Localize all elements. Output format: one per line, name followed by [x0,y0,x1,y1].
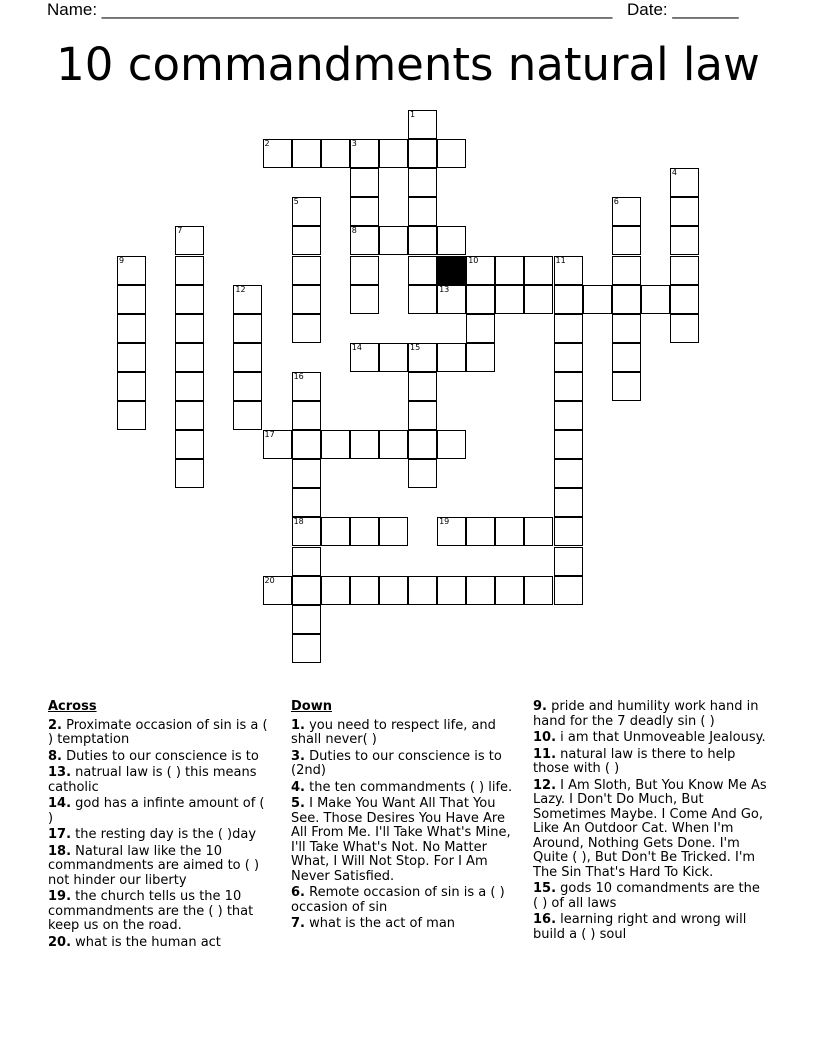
cell-number: 16 [293,371,304,381]
clue [533,700,768,729]
clue [533,731,768,746]
clue-number: 20. [48,934,72,950]
clue-text: Proximate occasion of sin is a ( ) temptation [48,717,268,747]
clue [48,845,273,889]
grid-cell[interactable] [437,343,466,372]
grid-cell[interactable] [350,168,379,197]
clue-text: Duties to our conscience is to (2nd) [291,748,502,778]
grid-cell[interactable] [408,285,437,314]
grid-cell[interactable] [263,430,292,459]
grid-cell[interactable] [292,314,321,343]
grid-cell[interactable] [350,226,379,255]
clue [48,828,273,843]
grid-cell[interactable] [175,285,204,314]
clue-number: 17. [48,827,72,842]
grid-cell[interactable] [321,576,350,605]
grid-cell[interactable] [292,197,321,226]
clue-number: 10. [533,730,557,745]
cell-number: 4 [671,168,677,178]
grid-cell[interactable] [292,139,321,168]
grid-cell[interactable] [437,226,466,255]
grid-cell[interactable] [554,372,583,401]
grid-cell[interactable] [233,372,262,401]
grid-cell[interactable] [379,343,408,372]
grid-cell[interactable] [466,576,495,605]
cell-number: 8 [351,226,357,236]
cell-number: 5 [293,197,299,207]
down-clues [291,700,521,934]
grid-cell[interactable] [117,285,146,314]
clue [291,886,521,915]
grid-cell[interactable] [437,576,466,605]
grid-cell[interactable] [408,110,437,139]
clue-number: 6. [291,885,305,900]
grid-cell[interactable] [321,139,350,168]
grid-cell[interactable] [670,226,699,255]
clue-text: pride and humility work hand in hand for the 7 deadly sin ( ) [533,699,759,729]
clue [291,917,521,932]
grid-cell[interactable] [437,285,466,314]
clue [533,882,768,911]
grid-cell[interactable] [292,576,321,605]
clue [48,797,273,826]
grid-cell[interactable] [612,285,641,314]
across-heading: Across [48,699,97,714]
cell-number: 17 [264,430,275,440]
clue-number: 11. [533,746,557,762]
grid-cell[interactable] [379,139,408,168]
cell-number: 15 [410,342,421,352]
grid-cell[interactable] [233,285,262,314]
grid-cell[interactable] [292,226,321,255]
grid-cell[interactable] [233,314,262,343]
cell-number: 20 [264,575,275,585]
clue-text: Natural law like the 10 commandments are aimed to ( ) not hinder our liberty [48,843,260,888]
grid-cell[interactable] [612,197,641,226]
clue [291,781,521,796]
clue-text: what is the act of man [304,916,456,931]
grid-cell[interactable] [554,256,583,285]
grid-cell[interactable] [292,256,321,285]
grid-cell[interactable] [583,285,612,314]
grid-cell[interactable] [641,285,670,314]
clue-number: 12. [533,777,557,793]
grid-cell[interactable] [292,459,321,488]
clue [48,766,273,795]
grid-cell[interactable] [554,576,583,605]
cell-number: 6 [613,197,619,207]
clue-number: 19. [48,889,72,904]
grid-cell[interactable] [379,430,408,459]
grid-cell[interactable] [175,314,204,343]
clue [533,779,768,881]
down-heading: Down [291,699,332,714]
clue-number: 9. [533,699,547,714]
clue [533,748,768,777]
grid-cell[interactable] [233,343,262,372]
grid-cell[interactable] [524,576,553,605]
grid-cell[interactable] [554,401,583,430]
grid-cell[interactable] [466,285,495,314]
grid-cell[interactable] [524,517,553,546]
grid-cell[interactable] [175,401,204,430]
cell-number: 18 [293,517,304,527]
cell-number: 14 [351,342,362,352]
cell-number: 11 [555,255,566,265]
grid-cell[interactable] [350,343,379,372]
grid-cell[interactable] [670,314,699,343]
grid-cell[interactable] [321,430,350,459]
grid-cell[interactable] [350,517,379,546]
clue-text: Duties to our conscience is to [61,748,259,764]
grid-cell[interactable] [466,343,495,372]
clue [291,797,521,884]
grid-cell[interactable] [495,517,524,546]
clue-text: you need to respect life, and shall never( ) [291,717,496,747]
grid-cell[interactable] [524,256,553,285]
grid-cell[interactable] [554,430,583,459]
cell-number: 3 [351,139,357,149]
grid-cell[interactable] [554,488,583,517]
clue-text: god has a infinte amount of ( ) [48,796,265,826]
grid-cell[interactable] [350,285,379,314]
grid-cell[interactable] [350,576,379,605]
clue [48,719,273,748]
grid-cell[interactable] [495,576,524,605]
cell-number: 2 [264,139,270,149]
down-clues-continued [533,700,768,944]
grid-cell[interactable] [670,168,699,197]
clue [291,750,521,779]
grid-cell[interactable] [233,401,262,430]
grid-cell[interactable] [554,459,583,488]
clue-text: learning right and wrong will build a ( ) soul [533,912,747,942]
clue-text: i am that Unmoveable Jealousy. [556,730,766,745]
grid-cell[interactable] [292,372,321,401]
grid-cell[interactable] [437,517,466,546]
clue-text: I Make You Want All That You See. Those Desires You Have Are All From Me. I'll Take What's Mine, I'll Take What's Not. No Matter What, I Will Not Stop. For I Am Never Satisfied. [291,796,511,884]
clue-number: 16. [533,912,557,927]
grid-cell[interactable] [408,343,437,372]
grid-cell[interactable] [670,256,699,285]
grid-cell[interactable] [408,430,437,459]
grid-cell[interactable] [117,256,146,285]
grid-cell[interactable] [554,517,583,546]
grid-cell[interactable] [292,547,321,576]
clue-number: 15. [533,881,557,896]
grid-cell[interactable] [117,314,146,343]
grid-cell[interactable] [321,517,350,546]
grid-cell[interactable] [466,314,495,343]
clue-number: 1. [291,717,305,733]
grid-cell[interactable] [292,430,321,459]
grid-cell[interactable] [292,401,321,430]
clue-text: the church tells us the 10 commandments are the ( ) that keep us on the road. [48,889,254,933]
clue-number: 4. [291,779,305,795]
clue-number: 3. [291,748,305,764]
grid-cell[interactable] [292,285,321,314]
clue-text: the resting day is the ( )day [71,827,257,842]
clue-text: natural law is there to help those with ( ) [533,746,736,776]
grid-cell[interactable] [670,285,699,314]
clue-number: 18. [48,843,72,859]
grid-cell[interactable] [175,343,204,372]
grid-block [437,256,466,285]
grid-cell[interactable] [437,139,466,168]
grid-cell[interactable] [263,576,292,605]
grid-cell[interactable] [379,226,408,255]
grid-cell[interactable] [350,430,379,459]
clue-text: the ten commandments ( ) life. [304,779,513,795]
grid-cell[interactable] [175,226,204,255]
grid-cell[interactable] [350,139,379,168]
grid-cell[interactable] [408,459,437,488]
grid-cell[interactable] [466,517,495,546]
clue-text: what is the human act [71,934,221,950]
clue [291,719,521,748]
grid-cell[interactable] [292,605,321,634]
grid-cell[interactable] [524,285,553,314]
grid-cell[interactable] [554,285,583,314]
grid-cell[interactable] [175,430,204,459]
clue-number: 2. [48,717,62,733]
grid-cell[interactable] [379,576,408,605]
grid-cell[interactable] [437,430,466,459]
grid-cell[interactable] [350,256,379,285]
grid-cell[interactable] [408,256,437,285]
grid-cell[interactable] [175,372,204,401]
clue [48,890,273,934]
grid-cell[interactable] [408,401,437,430]
grid-cell[interactable] [495,256,524,285]
clue-number: 5. [291,796,305,811]
clue-number: 13. [48,765,72,780]
grid-cell[interactable] [612,256,641,285]
cell-number: 12 [235,284,246,294]
grid-cell[interactable] [408,226,437,255]
grid-cell[interactable] [379,517,408,546]
grid-cell[interactable] [612,314,641,343]
clue-number: 7. [291,916,305,931]
grid-cell[interactable] [117,343,146,372]
cell-number: 19 [439,517,450,527]
cell-number: 9 [119,255,125,265]
name-field: Name: ______________________________________________________ [47,0,613,19]
grid-cell[interactable] [263,139,292,168]
grid-cell[interactable] [117,401,146,430]
grid-cell[interactable] [175,256,204,285]
clue-text: Remote occasion of sin is a ( ) occasion of sin [291,885,505,915]
clue [48,750,273,765]
page-title: 10 commandments natural law [56,38,760,91]
clue-number: 14. [48,796,72,811]
grid-cell[interactable] [408,372,437,401]
grid-cell[interactable] [554,547,583,576]
grid-cell[interactable] [495,285,524,314]
grid-cell[interactable] [466,256,495,285]
grid-cell[interactable] [292,517,321,546]
grid-cell[interactable] [350,197,379,226]
cell-number: 1 [410,110,416,119]
cell-number: 13 [439,284,450,294]
grid-cell[interactable] [612,372,641,401]
clue-text: gods 10 comandments are the ( ) of all laws [533,881,760,911]
cell-number: 10 [468,255,479,265]
grid-cell[interactable] [670,197,699,226]
clue [48,936,273,951]
grid-cell[interactable] [554,343,583,372]
clue-number: 8. [48,748,62,764]
grid-cell[interactable] [292,488,321,517]
grid-cell[interactable] [175,459,204,488]
grid-cell[interactable] [408,139,437,168]
date-field: Date: _______ [627,0,739,19]
across-clues [48,700,273,952]
clue-text: natrual law is ( ) this means catholic [48,765,257,795]
grid-cell[interactable] [408,576,437,605]
grid-cell[interactable] [292,634,321,663]
grid-cell[interactable] [554,314,583,343]
grid-cell[interactable] [408,168,437,197]
grid-cell[interactable] [612,226,641,255]
grid-cell[interactable] [612,343,641,372]
grid-cell[interactable] [408,197,437,226]
grid-cell[interactable] [117,372,146,401]
clue-text: I Am Sloth, But You Know Me As Lazy. I Don't Do Much, But Sometimes Maybe. I Come And Go, Like An Outdoor Cat. When I'm Around, Nothing Gets Done. I'm Quite ( ), But Don't Be Tricked. I'm The Sin That's Hard To Kick. [533,777,767,880]
clue [533,913,768,942]
cell-number: 7 [177,226,183,236]
